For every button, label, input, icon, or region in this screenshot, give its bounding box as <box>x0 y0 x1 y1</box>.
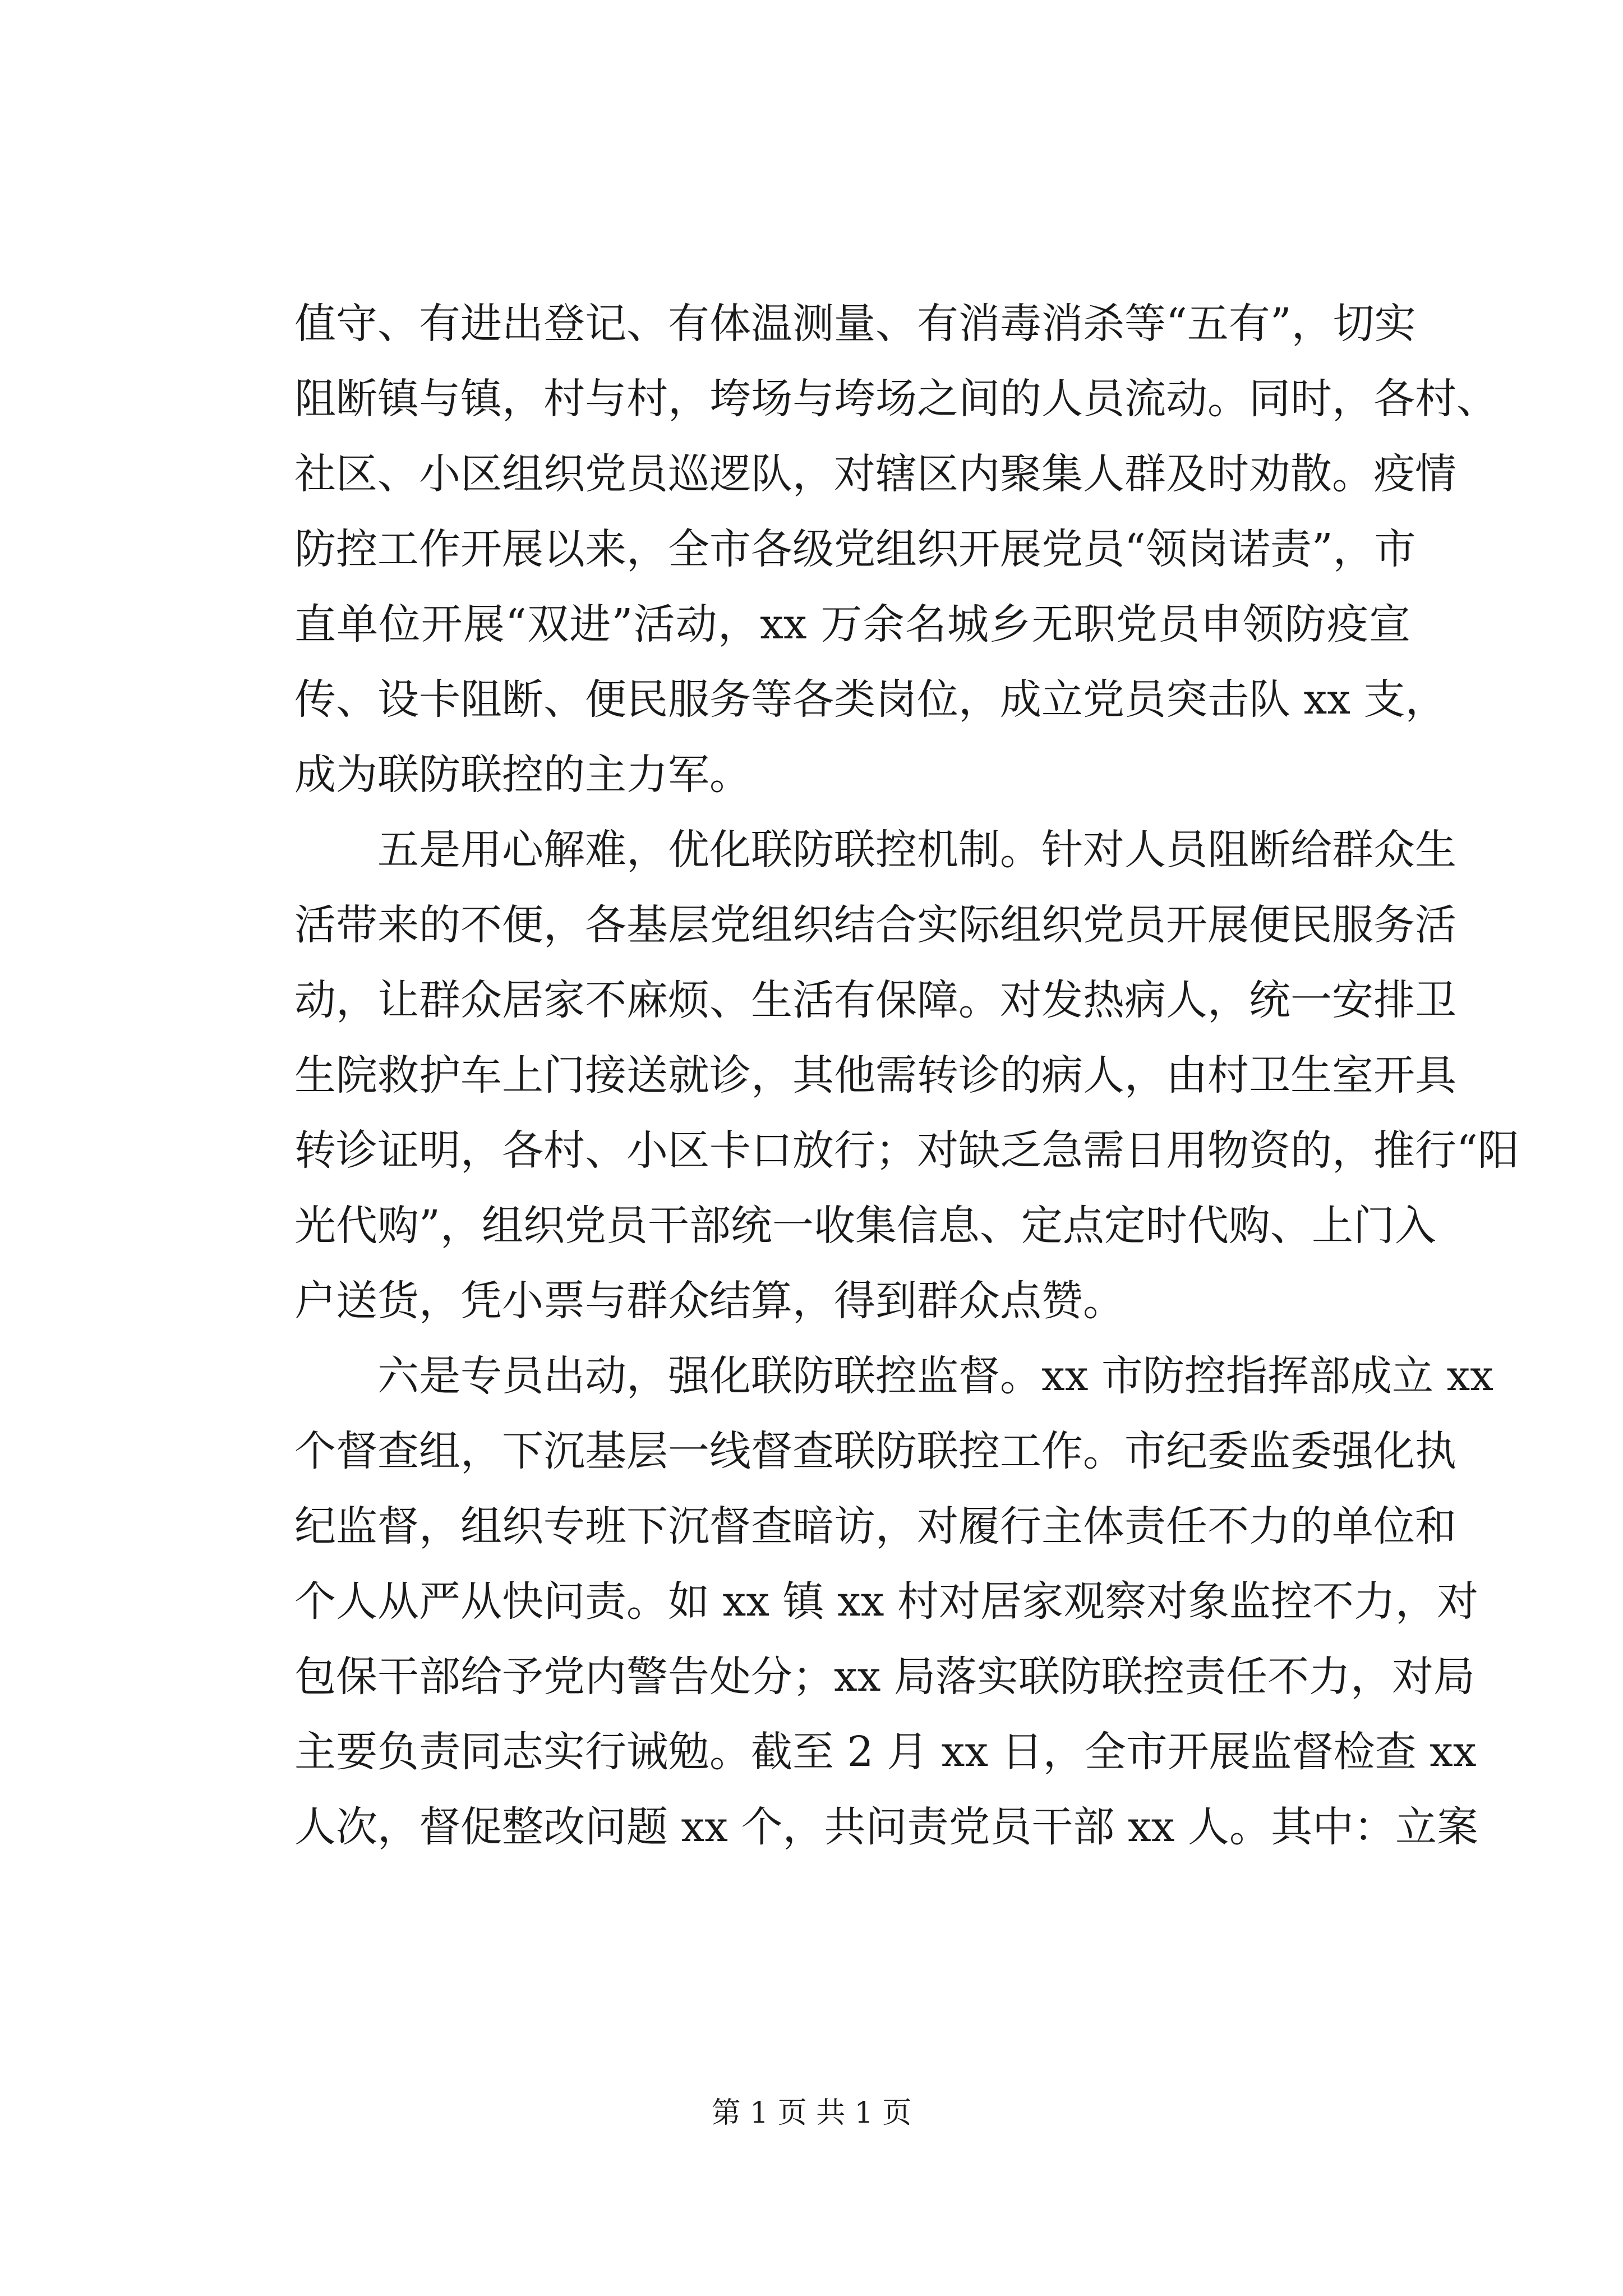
page-footer: 第 1 页 共 1 页 <box>711 2096 912 2130</box>
text-line: 成为联防联控的主力军。 <box>294 751 751 799</box>
text-line: 人次，督促整改问题 xx 个，共问责党员干部 xx 人。其中：立案 <box>294 1803 1479 1851</box>
text-line: 防控工作开展以来，全市各级党组织开展党员“领岗诺责”，市 <box>294 525 1416 573</box>
text-line: 社区、小区组织党员巡逻队，对辖区内聚集人群及时劝散。疫情 <box>294 450 1456 498</box>
text-line: 动，让群众居家不麻烦、生活有保障。对发热病人，统一安排卫 <box>294 976 1456 1024</box>
text-line: 值守、有进出登记、有体温测量、有消毒消杀等“五有”，切实 <box>294 300 1416 348</box>
text-line: 五是用心解难，优化联防联控机制。针对人员阻断给群众生 <box>294 826 1456 874</box>
paragraph-3 <box>294 1338 1493 1865</box>
text-line: 直单位开展“双进”活动，xx 万余名城乡无职党员申领防疫宣 <box>294 600 1410 648</box>
text-line: 阻断镇与镇，村与村，垮场与垮场之间的人员流动。同时，各村、 <box>294 375 1498 423</box>
text-line: 纪监督，组织专班下沉督查暗访，对履行主体责任不力的单位和 <box>294 1502 1456 1550</box>
text-line: 主要负责同志实行诫勉。截至 2 月 xx 日，全市开展监督检查 xx <box>294 1728 1477 1776</box>
text-line: 生院救护车上门接送就诊，其他需转诊的病人，由村卫生室开具 <box>294 1051 1456 1099</box>
text-line: 传、设卡阻断、便民服务等各类岗位，成立党员突击队 xx 支， <box>294 675 1447 724</box>
text-line: 光代购”，组织党员干部统一收集信息、定点定时代购、上门入 <box>294 1202 1436 1250</box>
text-line: 个人从严从快问责。如 xx 镇 xx 村对居家观察对象监控不力，对 <box>294 1577 1479 1626</box>
text-line: 活带来的不便，各基层党组织结合实际组织党员开展便民服务活 <box>294 901 1456 949</box>
text-line: 转诊证明，各村、小区卡口放行；对缺乏急需日用物资的，推行“阳 <box>294 1126 1519 1175</box>
text-line: 个督查组，下沉基层一线督查联防联控工作。市纪委监委强化执 <box>294 1427 1456 1475</box>
text-line: 户送货，凭小票与群众结算，得到群众点赞。 <box>294 1277 1124 1325</box>
paragraph-2 <box>294 812 1519 1338</box>
document-body <box>294 286 1519 1865</box>
paragraph-1 <box>294 286 1498 812</box>
text-line: 六是专员出动，强化联防联控监督。xx 市防控指挥部成立 xx <box>294 1352 1493 1400</box>
text-line: 包保干部给予党内警告处分；xx 局落实联防联控责任不力，对局 <box>294 1653 1475 1701</box>
